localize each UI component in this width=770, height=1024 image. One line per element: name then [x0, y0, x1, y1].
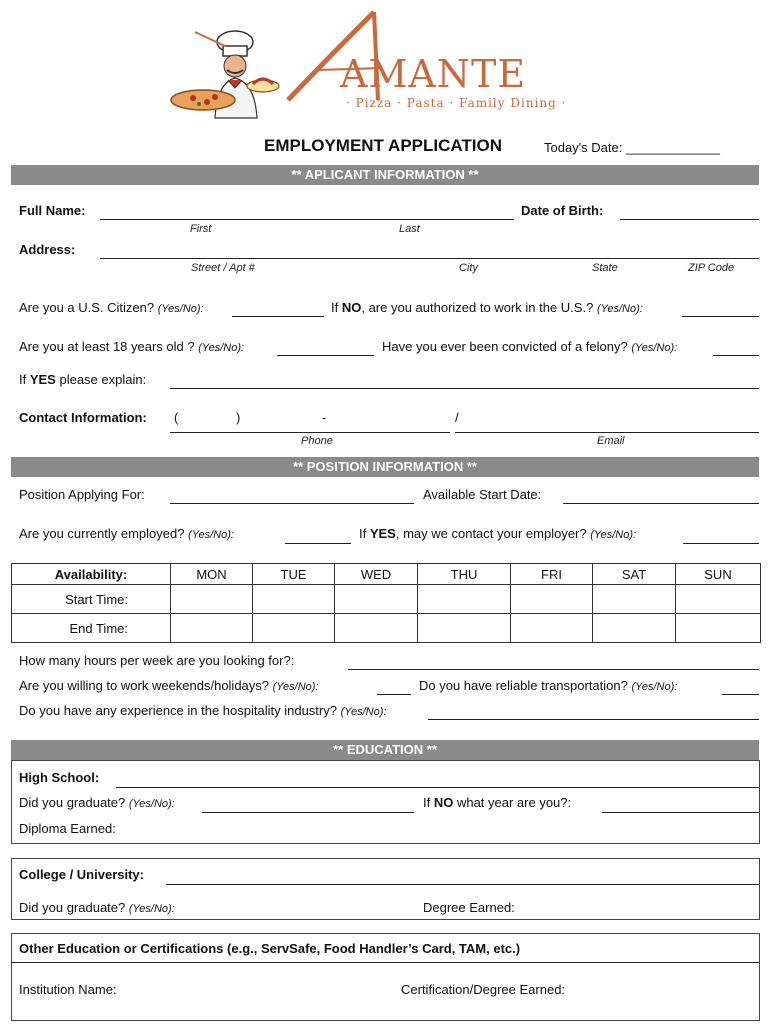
form-title: EMPLOYMENT APPLICATION [264, 136, 502, 155]
dob-field[interactable] [620, 219, 759, 220]
end-time-cell[interactable] [418, 614, 511, 643]
age-question-text: Are you at least 18 years old ? [19, 339, 195, 354]
no-year-question [423, 795, 571, 811]
phone-dash: - [322, 410, 327, 425]
transport-question-text: Do you have reliable transportation? [419, 678, 628, 693]
day-header: WED [335, 564, 418, 585]
authorized-post: , are you authorized to work in the U.S.? [361, 300, 594, 315]
weekends-field[interactable] [377, 694, 411, 695]
yes-no-hint: (Yes/No): [128, 903, 175, 915]
weekends-question [19, 678, 319, 695]
contact-slash: / [455, 410, 459, 425]
yes-no-hint: (Yes/No): [631, 681, 678, 693]
start-time-cell[interactable] [335, 585, 418, 614]
zip-caption: ZIP Code [688, 262, 735, 274]
age-field[interactable] [277, 355, 374, 356]
yes-no-hint: (Yes/No): [198, 342, 245, 354]
phone-caption: Phone [301, 435, 333, 447]
email-field[interactable] [455, 432, 759, 433]
end-time-cell[interactable] [253, 614, 335, 643]
authorized-field[interactable] [682, 316, 759, 317]
explain-pre: If [19, 372, 30, 387]
phone-field[interactable] [170, 432, 450, 433]
college-label: College / University: [19, 867, 144, 882]
section-applicant-header: ** APLICANT INFORMATION ** [11, 165, 759, 185]
start-date-label: Available Start Date: [423, 487, 542, 502]
yes-no-hint: (Yes/No): [340, 706, 387, 718]
state-caption: State [592, 262, 618, 274]
transport-field[interactable] [722, 694, 759, 695]
hospitality-field[interactable] [428, 719, 759, 720]
street-caption: Street / Apt # [191, 262, 255, 274]
yes-no-hint: (Yes/No): [631, 342, 678, 354]
explain-label [19, 372, 146, 388]
todays-date-label: Today's Date: _____________ [544, 140, 720, 155]
hospitality-question-text: Do you have any experience in the hospitality industry? [19, 703, 337, 718]
applying-for-field[interactable] [170, 503, 414, 504]
day-header: THU [418, 564, 511, 585]
contact-employer-pre: If [359, 526, 370, 541]
college-graduate-question [19, 900, 175, 917]
employed-question [19, 526, 234, 543]
high-school-label: High School: [19, 770, 100, 785]
full-name-field[interactable] [100, 219, 514, 220]
transport-question [419, 678, 677, 695]
hs-graduate-text: Did you graduate? [19, 795, 126, 810]
applying-for-label: Position Applying For: [19, 487, 145, 502]
authorized-pre: If [331, 300, 342, 315]
felony-question-text: Have you ever been convicted of a felony? [382, 339, 628, 354]
last-caption: Last [399, 223, 420, 235]
availability-table [11, 563, 761, 643]
no-year-post: what year are you?: [453, 795, 572, 810]
certification-label: Certification/Degree Earned: [401, 982, 566, 997]
section-education-header: ** EDUCATION ** [11, 740, 759, 760]
yes-no-hint: (Yes/No): [272, 681, 319, 693]
start-time-cell[interactable] [511, 585, 593, 614]
yes-no-hint: (Yes/No): [188, 529, 234, 541]
no-year-pre: If [423, 795, 434, 810]
availability-label: Availability: [12, 564, 171, 585]
chef-logo [165, 28, 285, 128]
day-header: SAT [593, 564, 676, 585]
felony-question [382, 339, 677, 356]
start-time-label: Start Time: [12, 585, 171, 614]
college-field[interactable] [166, 884, 759, 885]
no-year-field[interactable] [602, 812, 759, 813]
contact-employer-question [359, 526, 636, 543]
weekends-question-text: Are you willing to work weekends/holidays? [19, 678, 270, 693]
hours-question: How many hours per week are you looking for?: [19, 653, 295, 668]
yes-no-hint: (Yes/No): [596, 303, 643, 315]
explain-field[interactable] [170, 388, 759, 389]
first-caption: First [190, 223, 212, 235]
yes-no-hint: (Yes/No): [128, 798, 175, 810]
hs-graduate-question [19, 795, 175, 812]
citizen-question-text: Are you a U.S. Citizen? [19, 300, 155, 315]
hours-field[interactable] [348, 669, 759, 670]
start-time-cell[interactable] [418, 585, 511, 614]
day-header: TUE [253, 564, 335, 585]
explain-post: please explain: [55, 372, 147, 387]
start-time-cell[interactable] [171, 585, 253, 614]
brand-tagline: · Pizza · Pasta · Family Dining · [346, 96, 567, 110]
contact-label: Contact Information: [19, 410, 147, 425]
authorized-bold: NO [341, 300, 362, 315]
diploma-label: Diploma Earned: [19, 821, 116, 836]
end-time-label: End Time: [12, 614, 171, 643]
yes-no-hint: (Yes/No): [590, 529, 637, 541]
email-caption: Email [597, 435, 625, 447]
address-field[interactable] [100, 258, 759, 259]
employed-question-text: Are you currently employed? [19, 526, 185, 541]
no-year-bold: NO [433, 795, 454, 810]
age-question [19, 339, 244, 356]
end-time-cell[interactable] [676, 614, 761, 643]
yes-no-hint: (Yes/No): [157, 303, 204, 315]
contact-employer-field[interactable] [683, 543, 759, 544]
brand-name: AMANTE [340, 52, 527, 96]
other-education-field[interactable] [11, 962, 760, 963]
contact-employer-bold: YES [369, 526, 396, 541]
degree-earned-label: Degree Earned: [423, 900, 515, 915]
hospitality-question [19, 703, 386, 720]
employed-field[interactable] [285, 543, 351, 544]
dob-label: Date of Birth: [521, 203, 604, 218]
end-time-cell[interactable] [171, 614, 253, 643]
full-name-label: Full Name: [19, 203, 86, 218]
day-header: SUN [676, 564, 761, 585]
start-time-cell[interactable] [676, 585, 761, 614]
start-date-field[interactable] [563, 503, 759, 504]
citizen-field[interactable] [232, 316, 324, 317]
start-time-cell[interactable] [593, 585, 676, 614]
citizen-question [19, 300, 204, 317]
day-header: FRI [511, 564, 593, 585]
felony-field[interactable] [713, 355, 759, 356]
end-time-cell[interactable] [593, 614, 676, 643]
college-graduate-text: Did you graduate? [19, 900, 126, 915]
phone-paren-open: ( [174, 410, 179, 425]
day-header: MON [171, 564, 253, 585]
high-school-field[interactable] [116, 787, 759, 788]
contact-employer-post: , may we contact your employer? [395, 526, 587, 541]
phone-paren-close: ) [236, 410, 241, 425]
end-time-cell[interactable] [335, 614, 418, 643]
start-time-cell[interactable] [253, 585, 335, 614]
section-position-header: ** POSITION INFORMATION ** [11, 457, 759, 477]
address-label: Address: [19, 242, 76, 257]
city-caption: City [459, 262, 478, 274]
end-time-cell[interactable] [511, 614, 593, 643]
other-education-label: Other Education or Certifications (e.g., ServSafe, Food Handler’s Card, TAM, etc.) [19, 941, 521, 956]
authorized-question [331, 300, 643, 317]
institution-label: Institution Name: [19, 982, 117, 997]
explain-bold: YES [29, 372, 56, 387]
hs-graduate-field[interactable] [202, 812, 414, 813]
